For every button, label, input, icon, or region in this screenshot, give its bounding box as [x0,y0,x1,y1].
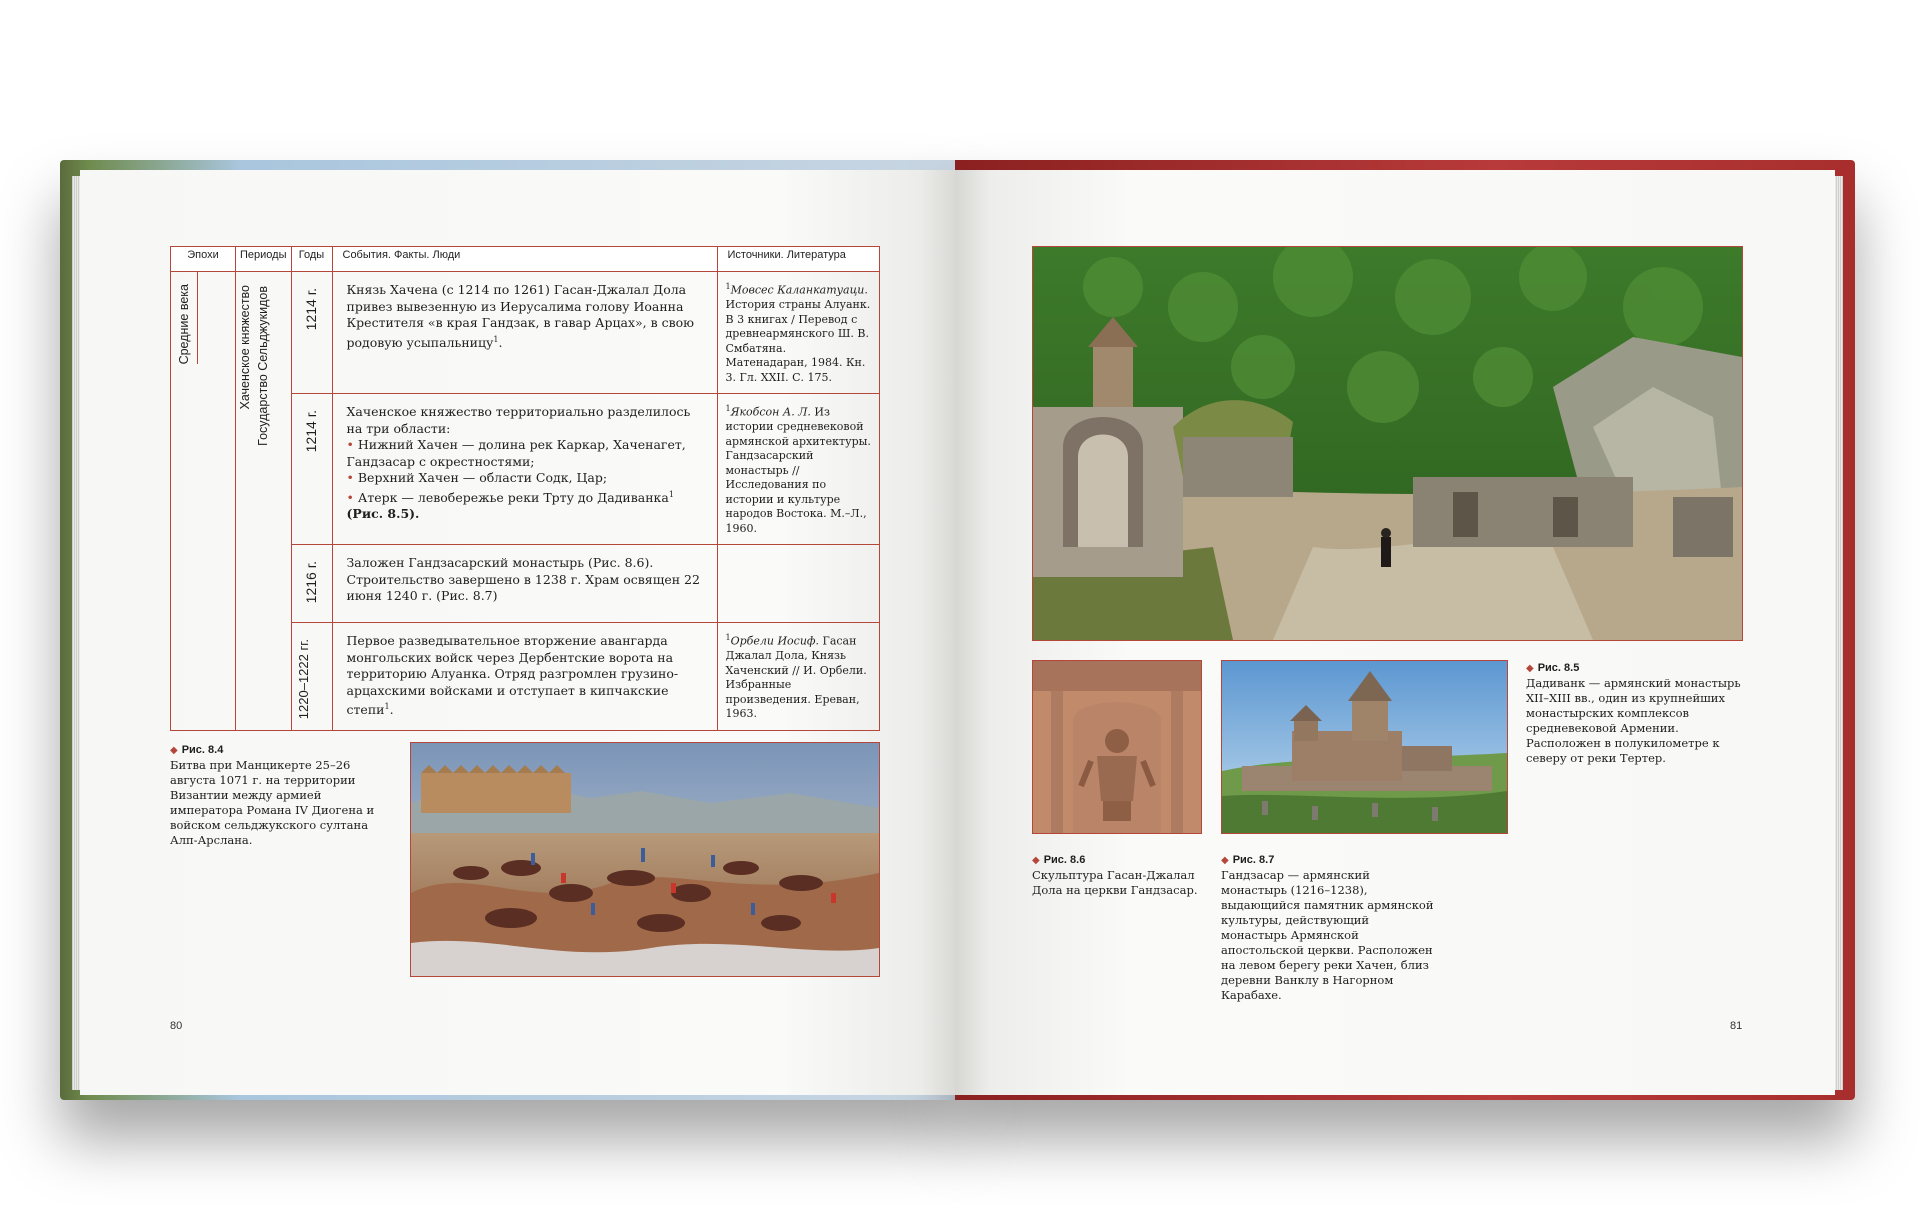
caption-fig-8-6 [1032,852,1207,898]
dadivank-monastery-photo [1032,246,1743,641]
source-author: Мовсес Каланкатуаци. [730,283,868,297]
event-cell: Хаченское княжество территориально разделилось на три области: • Нижний Хачен — долина рек Каркар, Хаченагет, Гандзасар с окрестностями; • Верхний Хачен — области Содк, Цар; • Атерк — левобережье реки Трту до Дадиванка$^1$ (Рис. 8.5). [332,394,717,545]
event-intro: Хаченское княжество территориально разделилось на три области: [346,404,691,436]
source-cell [717,394,880,545]
event-cell: Князь Хачена (с 1214 по 1261) Гасан-Джалал Дола привез вывезенную из Иерусалима голову Иоанна Крестителя «в края Гандзак, в гавар Арцах», в свою родовую усыпальницу$^1$. [332,272,717,394]
year-label: 1216 г. [303,561,320,604]
page-number-right: 81 [1730,1020,1743,1032]
bullet-item: Верхний Хачен — области Содк, Цар; [357,470,608,486]
source-text: Из истории средневековой армянской архитектуры. Гандзасарский монастырь // Исследования по истории и культуре народов Востока. М.–Л., 1960. [725,405,871,535]
header-events: События. Факты. Люди [332,247,717,272]
footnote-mark: 1 [725,404,731,414]
source-cell [717,545,880,623]
caption-fig-8-7 [1221,852,1436,1003]
footnote-mark: 1 [725,633,731,643]
year-label: 1214 г. [303,410,320,453]
event-text: Заложен Гандзасарский монастырь (Рис. 8.6). Строительство завершено в 1238 г. Храм освящен 22 июня 1240 г. (Рис. 8.7) [346,555,700,604]
source-cell [717,623,880,731]
caption-fig-8-4 [170,742,395,848]
event-text: Князь Хачена (с 1214 по 1261) Гасан-Джалал Дола привез вывезенную из Иерусалима голову Иоанна Крестителя «в края Гандзак, в гавар Арцах», в свою родовую усыпальницу [346,282,695,350]
caption-text: Битва при Манцикерте 25–26 августа 1071 г. на территории Византии между армией императора Романа IV Диогена и войском сельджукского султана Алп-Арслана. [170,758,375,847]
figure-reference: (Рис. 8.5). [346,506,420,522]
footnote-mark: 1 [668,489,674,499]
caption-text: Скульптура Гасан-Джалал Дола на церкви Гандзасар. [1032,868,1198,897]
header-periods: Периоды [236,247,292,272]
header-sources: Источники. Литература [717,247,880,272]
caption-marker-icon: ◆ [170,745,178,756]
page-edges-left [72,176,80,1090]
year-label: 1220–1222 гг. [295,639,311,720]
source-cell [717,272,880,394]
caption-marker-icon: ◆ [1032,855,1040,866]
year-cell [291,394,332,545]
table-header-row [171,247,880,272]
footnote-mark: 1 [384,702,390,712]
caption-fig-8-5 [1526,660,1741,766]
caption-label: Рис. 8.4 [181,744,224,756]
battle-painting-image [410,742,880,977]
sculpture-photo [1032,660,1202,834]
source-author: Якобсон А. Л. [730,405,811,419]
year-cell [291,272,332,394]
chronology-table [170,246,880,731]
year-cell [291,545,332,623]
caption-text: Гандзасар — армянский монастырь (1216–1238), выдающийся памятник армянской культуры, действующий монастырь Армянской апостольской церкви. Расположен на левом берегу реки Хачен, близ деревни Ванклу в Нагорном Карабахе. [1221,868,1434,1002]
gandzasar-monastery-photo [1221,660,1508,834]
epoch-label: Средние века [176,284,191,365]
page-edges-right [1835,176,1843,1090]
header-epochs: Эпохи [171,247,236,272]
source-author: Орбели Иосиф. [730,634,820,648]
caption-marker-icon: ◆ [1221,855,1229,866]
caption-marker-icon: ◆ [1526,663,1534,674]
epoch-cell [171,272,236,731]
table-row [171,272,880,394]
caption-text: Дадиванк — армянский монастырь XII–XIII вв., один из крупнейших монастырских комплексов средневековой Армении. Расположен в полукилометре к северу от реки Тертер. [1526,676,1741,765]
year-cell [291,623,332,731]
bullet-item: Нижний Хачен — долина рек Каркар, Хаченагет, Гандзасар с окрестностями; [346,437,686,469]
event-cell: Первое разведывательное вторжение авангарда монгольских войск через Дербентские ворота на территорию Алуанка. Отряд разгромлен грузино-арцахскими войсками и отступает в кипчакские степи$^1$. [332,623,717,731]
caption-label: Рис. 8.5 [1537,662,1580,674]
header-years: Годы [291,247,332,272]
caption-label: Рис. 8.7 [1232,854,1275,866]
caption-label: Рис. 8.6 [1043,854,1086,866]
source-text: История страны Алуанк. В 3 книгах / Перевод с древнеармянского Ш. В. Смбатяна. Матенадаран, 1984. Кн. 3. Гл. XXII. С. 175. [725,298,871,384]
footnote-mark: 1 [493,334,499,344]
bullet-item: Атерк — левобережье реки Трту до Дадиванка [357,489,669,505]
event-cell [332,545,717,623]
period-label: Государство Сельджукидов [256,286,270,446]
subperiod-label: Хаченское княжество [238,285,252,410]
footnote-mark: 1 [725,282,731,291]
event-text: Первое разведывательное вторжение авангарда монгольских войск через Дербентские ворота на территорию Алуанка. Отряд разгромлен грузино-арцахскими войсками и отступает в кипчакские степи [346,633,679,718]
page-number-left: 80 [170,1020,183,1032]
year-label: 1214 г. [303,288,320,331]
source-text: Гасан Джалал Дола, Князь Хаченский // И. Орбели. Избранные произведения. Ереван, 1963. [725,634,867,721]
